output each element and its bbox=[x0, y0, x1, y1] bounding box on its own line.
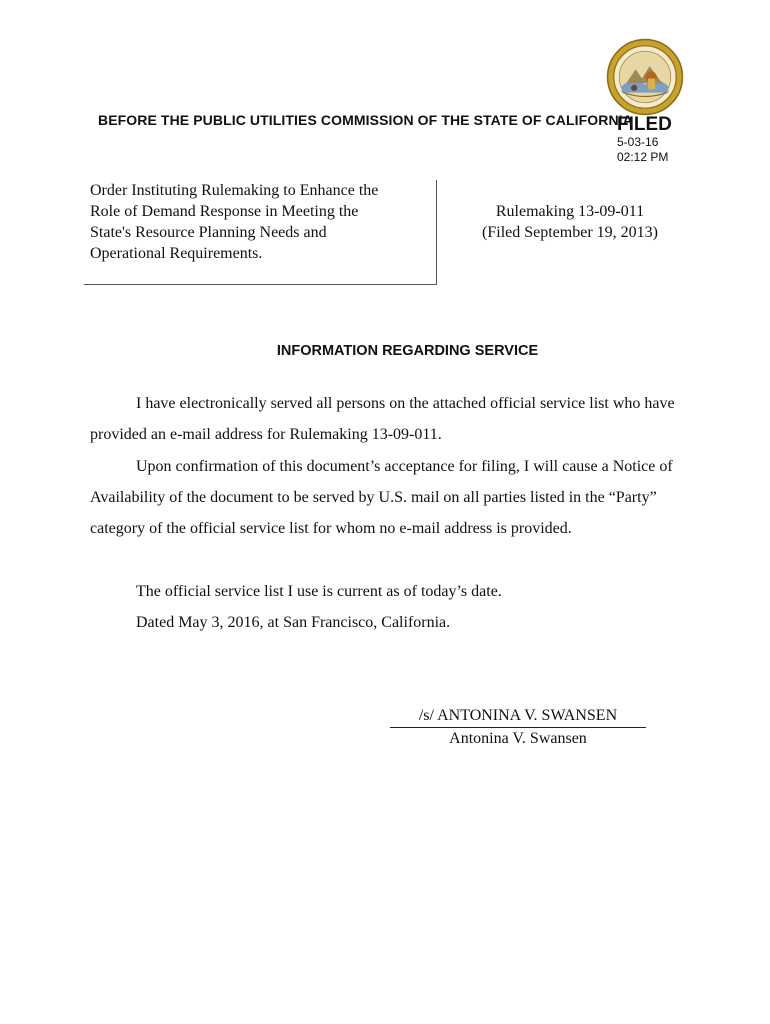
caption-divider-horizontal bbox=[84, 284, 437, 285]
caption-line: State's Resource Planning Needs and bbox=[90, 224, 327, 241]
body-paragraph-service-list: The official service list I use is current as of today’s date. bbox=[136, 583, 502, 600]
filed-date: 5-03-16 bbox=[617, 135, 659, 149]
california-puc-seal-icon bbox=[606, 38, 684, 116]
caption-line: Order Instituting Rulemaking to Enhance the bbox=[90, 182, 379, 199]
signature-block bbox=[390, 706, 646, 750]
caption-line: Operational Requirements. bbox=[90, 245, 263, 262]
docket-filed-date: (Filed September 19, 2013) bbox=[482, 224, 658, 241]
body-paragraph-dated: Dated May 3, 2016, at San Francisco, California. bbox=[136, 614, 451, 631]
body-paragraph-notice: Upon confirmation of this document’s acceptance for filing, I will cause a Notice of Availability of the document to be served by U.S. mail on all parties listed in the “Party” category of the official service list for whom no e-mail address is provided. bbox=[90, 458, 673, 537]
court-header: BEFORE THE PUBLIC UTILITIES COMMISSION OF THE STATE OF CALIFORNIA bbox=[98, 112, 633, 128]
body-paragraph-served: I have electronically served all persons on the attached official service list who have provided an e-mail address for Rulemaking 13-09-011. bbox=[90, 395, 675, 443]
filed-label: FILED bbox=[617, 114, 672, 135]
filed-time: 02:12 PM bbox=[617, 150, 669, 164]
caption-divider-vertical bbox=[436, 180, 437, 284]
filed-stamp bbox=[617, 115, 697, 165]
electronic-signature: /s/ ANTONINA V. SWANSEN bbox=[390, 706, 646, 728]
signer-name: Antonina V. Swansen bbox=[449, 730, 587, 747]
case-caption bbox=[90, 180, 430, 264]
docket-info bbox=[465, 201, 675, 243]
docket-number: Rulemaking 13-09-011 bbox=[495, 203, 645, 220]
caption-line: Role of Demand Response in Meeting the bbox=[90, 203, 359, 220]
document-title: INFORMATION REGARDING SERVICE bbox=[276, 343, 539, 359]
